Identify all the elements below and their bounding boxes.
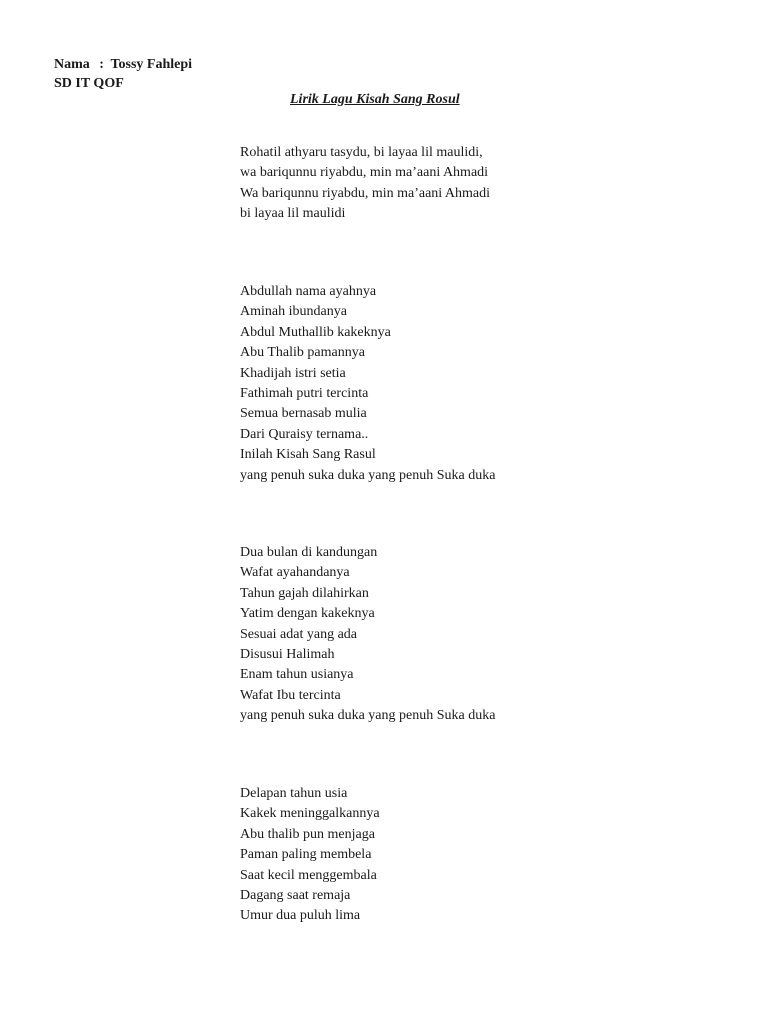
lyric-line: Aminah ibundanya [240, 304, 347, 320]
name-value: Tossy Fahlepi [110, 57, 193, 72]
lyric-line: yang penuh suka duka yang penuh Suka duka [240, 467, 496, 483]
lyric-line: Khadijah istri setia [240, 365, 346, 381]
lyric-line: Dari Quraisy ternama.. [240, 426, 369, 442]
lyrics-stanza-1 [240, 143, 490, 225]
lyrics-stanza-4 [240, 784, 380, 927]
lyric-line: Enam tahun usianya [240, 667, 354, 683]
lyric-line: Wa bariqunnu riyabdu, min ma’aani Ahmadi [240, 185, 491, 201]
document-title: Lirik Lagu Kisah Sang Rosul [290, 92, 460, 107]
student-name-line [54, 56, 192, 74]
lyric-line: Dagang saat remaja [240, 888, 351, 904]
lyric-line: Wafat Ibu tercinta [240, 687, 341, 703]
lyric-line: Dua bulan di kandungan [240, 545, 378, 560]
name-label: Nama [54, 57, 90, 72]
lyric-line: wa bariqunnu riyabdu, min ma’aani Ahmadi [240, 165, 489, 181]
lyrics-stanza-2 [240, 282, 495, 486]
lyric-line: Rohatil athyaru tasydu, bi layaa lil maulidi, [240, 145, 483, 160]
lyric-line: Delapan tahun usia [240, 786, 348, 801]
lyrics-stanza-3 [240, 543, 495, 727]
lyric-line: Abdullah nama ayahnya [240, 284, 377, 299]
lyric-line: Fathimah putri tercinta [240, 386, 369, 402]
name-separator: : [99, 57, 104, 72]
lyric-line: yang penuh suka duka yang penuh Suka duka [240, 708, 496, 724]
lyric-line: Abu thalib pun menjaga [240, 826, 375, 842]
lyric-line: Kakek meninggalkannya [240, 806, 380, 822]
lyric-line: Saat kecil menggembala [240, 867, 377, 883]
school-name: SD IT QOF [54, 76, 124, 91]
lyric-line: Inilah Kisah Sang Rasul [240, 447, 376, 463]
lyric-line: Semua bernasab mulia [240, 406, 367, 422]
lyric-line: Disusui Halimah [240, 647, 335, 663]
lyric-line: Yatim dengan kakeknya [240, 606, 375, 622]
lyric-line: Sesuai adat yang ada [240, 626, 358, 642]
lyric-line: Umur dua puluh lima [240, 908, 361, 924]
lyric-line: Tahun gajah dilahirkan [240, 585, 369, 601]
lyric-line: Paman paling membela [240, 847, 372, 863]
lyric-line: Abu Thalib pamannya [240, 345, 365, 361]
lyric-line: Abdul Muthallib kakeknya [240, 324, 391, 340]
lyric-line: Wafat ayahandanya [240, 565, 350, 581]
lyric-line: bi layaa lil maulidi [240, 206, 346, 222]
